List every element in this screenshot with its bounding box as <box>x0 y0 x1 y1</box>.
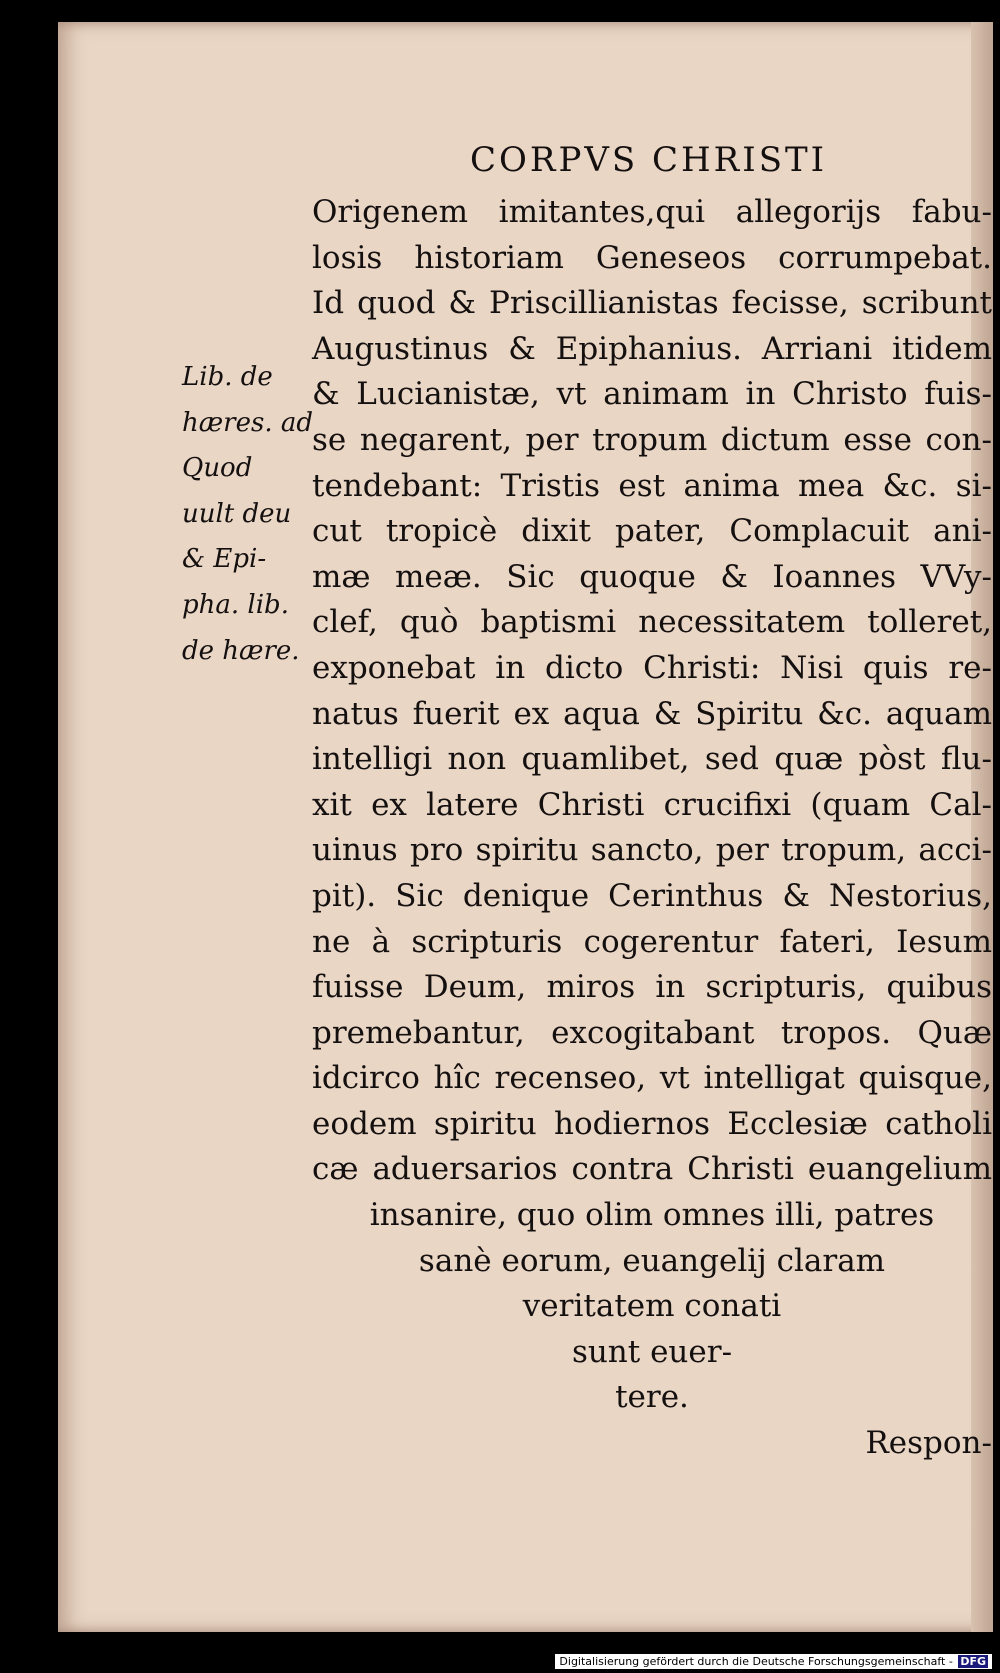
margin-line: de hære. <box>182 635 300 666</box>
tail-line: insanire, quo olim omnes illi, patres <box>369 1197 935 1234</box>
text-line: clef, quò baptismi necessitatem tolleret, <box>312 604 992 641</box>
text-line: uinus pro spiritu sancto, per tropum, acci- <box>312 832 992 869</box>
margin-line: hæres. ad <box>182 407 314 438</box>
text-line: Id quod & Priscillianistas fecisse, scribunt <box>312 285 992 322</box>
footer-text: Digitalisierung gefördert durch die Deutsche Forschungsgemeinschaft - <box>559 1655 953 1668</box>
body-text <box>312 190 992 1467</box>
text-line: xit ex latere Christi crucifixi (quam Cal- <box>312 786 992 823</box>
catchword: Respon- <box>865 1425 992 1462</box>
text-line: premebantur, excogitabant tropos. Quæ <box>312 1014 992 1051</box>
tail-line: veritatem conati <box>522 1288 782 1325</box>
margin-line: pha. lib. <box>182 589 289 620</box>
text-line: intelligi non quamlibet, sed quæ pòst flu- <box>312 741 992 778</box>
text-line: eodem spiritu hodiernos Ecclesiæ catholi <box>312 1105 992 1142</box>
text-line: & Lucianistæ, vt animam in Christo fuis- <box>312 376 992 413</box>
margin-line: uult deu <box>182 498 292 529</box>
margin-line: Lib. de <box>182 362 273 392</box>
text-line: idcirco hîc recenseo, vt intelligat quisque, <box>312 1060 992 1097</box>
text-line: cut tropicè dixit pater, Complacuit ani- <box>312 513 992 550</box>
tail-line: sanè eorum, euangelij claram <box>418 1242 886 1279</box>
text-line: ne à scripturis cogerentur fateri, Iesum <box>312 923 992 960</box>
text-line: Origenem imitantes,qui allegorijs fabu- <box>312 194 992 230</box>
footer-credit <box>555 1654 992 1669</box>
text-line: tendebant: Tristis est anima mea &c. si- <box>312 467 992 504</box>
margin-note <box>182 355 312 674</box>
running-header: CORPVS CHRISTI <box>470 140 828 180</box>
tail-line: sunt euer- <box>571 1333 733 1370</box>
dfg-logo: DFG <box>960 1655 986 1668</box>
text-line: cæ aduersarios contra Christi euangelium <box>312 1151 992 1188</box>
margin-line: Quod <box>182 453 253 484</box>
text-line: fuisse Deum, miros in scripturis, quibus <box>312 969 992 1006</box>
text-line: natus fuerit ex aqua & Spiritu &c. aquam <box>312 695 992 732</box>
tail-line: tere. <box>615 1379 689 1416</box>
text-line: mæ meæ. Sic quoque & Ioannes VVy- <box>312 558 992 595</box>
text-line: losis historiam Geneseos corrumpebat. <box>312 239 992 276</box>
text-line: se negarent, per tropum dictum esse con- <box>312 421 992 458</box>
text-line: exponebat in dicto Christi: Nisi quis re- <box>312 649 992 686</box>
text-line: Augustinus & Epiphanius. Arriani itidem <box>312 330 992 367</box>
margin-line: & Epi- <box>182 544 267 575</box>
text-line: pit). Sic denique Cerinthus & Nestorius, <box>312 877 992 914</box>
